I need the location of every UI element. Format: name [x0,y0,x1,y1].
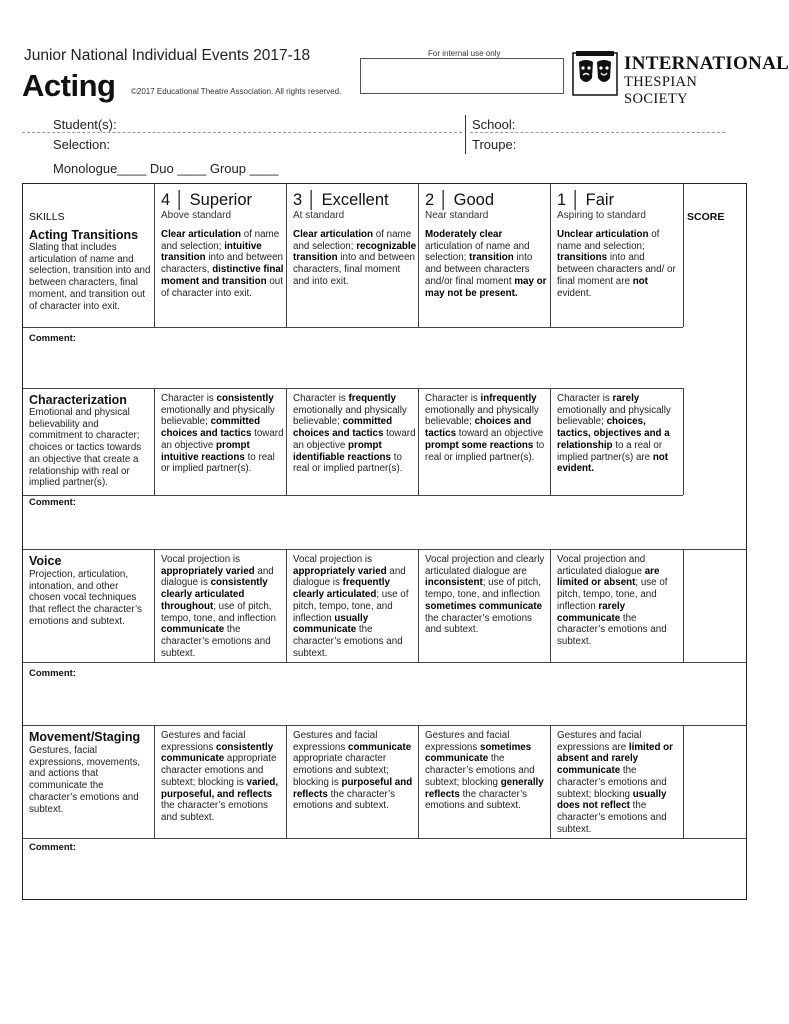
rubric-cell: Vocal projection and articulated dialogue are limited or absent; use of pitch, tempo, tone, and inflection rarely communicate the character’s emotions and subtext. [557,554,668,647]
thespian-society-logo [572,50,789,107]
level-fair-heading: 1 │ Fair [557,191,615,209]
skill-description: Emotional and physical believability and commitment to character; choices or tactics towards an objective that create a relationship with real or implied partner(s). [29,407,142,489]
col-divider [418,388,419,495]
rubric-cell: Vocal projection is appropriately varied and dialogue is consistently clearly articulated throughout; use of pitch, tempo, tone, and inflection communicate the character’s emotions and subtext. [161,554,276,659]
org-name-line1: INTERNATIONAL [624,53,789,74]
school-field-label: School: [472,117,516,132]
rubric-cell: Vocal projection is appropriately varied and dialogue is frequently clearly articulated; use of pitch, tempo, tone, and inflection usually communicate the character’s emotions and subtext. [293,554,409,659]
col-divider [550,725,551,838]
rubric-cell: Character is infrequently emotionally and physically believable; choices and tactics toward an objective prompt some reactions to real or implied partner(s). [425,393,545,463]
row-divider [23,549,746,550]
comment-label[interactable]: Comment: [29,333,76,344]
skill-description: Gestures, facial expressions, movements, and actions that communicate the character’s emotions and subtext. [29,745,141,815]
info-divider [465,115,466,154]
selection-field-label: Selection: [53,137,111,152]
col-divider [286,725,287,838]
skill-description: Projection, articulation, intonation, and other chosen vocal techniques that reflect the character’s emotions and subtext. [29,569,142,627]
skills-header: SKILLS [29,211,65,223]
row-divider [23,388,683,389]
students-field-label: Student(s): [53,117,117,132]
comment-label[interactable]: Comment: [29,497,76,508]
event-title: Junior National Individual Events 2017-18 [24,47,311,64]
rubric-cell: Character is consistently emotionally and physically believable; committed choices and tactics toward an objective prompt intuitive reactions to real or implied partner(s). [161,393,284,475]
students-line[interactable] [22,132,462,133]
col-divider [550,184,551,327]
page-title: Acting [22,68,116,103]
internal-use-box [360,58,564,94]
col-divider [683,388,684,495]
level-fair-sub: Aspiring to standard [557,210,646,221]
level-excellent-sub: At standard [293,210,345,221]
copyright-text: ©2017 Educational Theatre Association. All rights reserved. [131,87,342,96]
comment-label[interactable]: Comment: [29,668,76,679]
skill-title: Characterization [29,393,127,407]
rubric-cell: Clear articulation of name and selection; intuitive transition into and between characters, distinctive final moment and transition out of character into exit. [161,229,284,299]
level-excellent-heading: 3 │ Excellent [293,191,389,209]
rubric-cell: Gestures and facial expressions communicate appropriate character emotions and subtext; blocking is purposeful and reflects the character’s emotions and subtext. [293,730,413,812]
theatre-masks-icon [572,50,618,96]
level-superior-heading: 4 │ Superior [161,191,253,209]
skill-title: Voice [29,554,62,568]
troupe-field-label: Troupe: [472,137,517,152]
level-good-sub: Near standard [425,210,489,221]
col-divider [683,549,684,662]
score-header: SCORE [687,211,725,223]
col-divider [154,184,155,327]
col-divider [154,549,155,662]
row-divider [23,662,746,663]
rubric-cell: Gestures and facial expressions sometimes communicate the character’s emotions and subtext; blocking generally reflects the character’s emotions and subtext. [425,730,544,812]
level-superior-sub: Above standard [161,210,232,221]
rubric-cell: Gestures and facial expressions are limited or absent and rarely communicate the character’s emotions and subtext; blocking usually does not reflect the character’s emotions and subtext. [557,730,673,835]
org-name-line2: THESPIAN SOCIETY [624,74,698,107]
rubric-cell: Gestures and facial expressions consistently communicate appropriate character emotions and subtext; blocking is varied, purposeful, and reflects the character’s emotions and subtext. [161,730,279,823]
rubric-cell: Character is rarely emotionally and physically believable; choices, tactics, objectives and a relationship to a real or implied partner(s) are not evident. [557,393,671,475]
col-divider [550,549,551,662]
level-good-heading: 2 │ Good [425,191,495,209]
row-divider [23,838,746,839]
row-divider [23,495,683,496]
category-selection[interactable]: Monologue____ Duo ____ Group ____ [53,161,279,176]
col-divider [154,725,155,838]
col-divider [418,184,419,327]
rubric-cell: Clear articulation of name and selection; recognizable transition into and between characters, final moment and into exit. [293,229,417,287]
skill-title: Acting Transitions [29,228,139,242]
row-divider [23,327,683,328]
col-divider [154,388,155,495]
school-line[interactable] [470,132,725,133]
row-divider [23,725,746,726]
rubric-cell: Vocal projection and clearly articulated dialogue are inconsistent; use of pitch, tempo, tone, and inflection sometimes communicate the character’s emotions and subtext. [425,554,545,636]
rubric-table [22,183,747,900]
col-divider [418,549,419,662]
col-divider [683,725,684,838]
col-divider [550,388,551,495]
rubric-cell: Character is frequently emotionally and physically believable; committed choices and tactics toward an objective prompt identifiable reactions to real or implied partner(s). [293,393,416,475]
skill-title: Movement/Staging [29,730,141,744]
skill-description: Slating that includes articulation of name and selection, transition into and between characters, final moment, and transition out of character into exit. [29,242,151,312]
comment-label[interactable]: Comment: [29,842,76,853]
col-divider [418,725,419,838]
col-divider [286,549,287,662]
col-divider [286,388,287,495]
col-divider [683,184,684,327]
internal-use-label: For internal use only [428,49,501,58]
rubric-cell: Unclear articulation of name and selection; transitions into and between characters and/ or final moment are not evident. [557,229,676,299]
col-divider [286,184,287,327]
rubric-cell: Moderately clear articulation of name and selection; transition into and between characters and/or final moment may or may not be present. [425,229,547,299]
